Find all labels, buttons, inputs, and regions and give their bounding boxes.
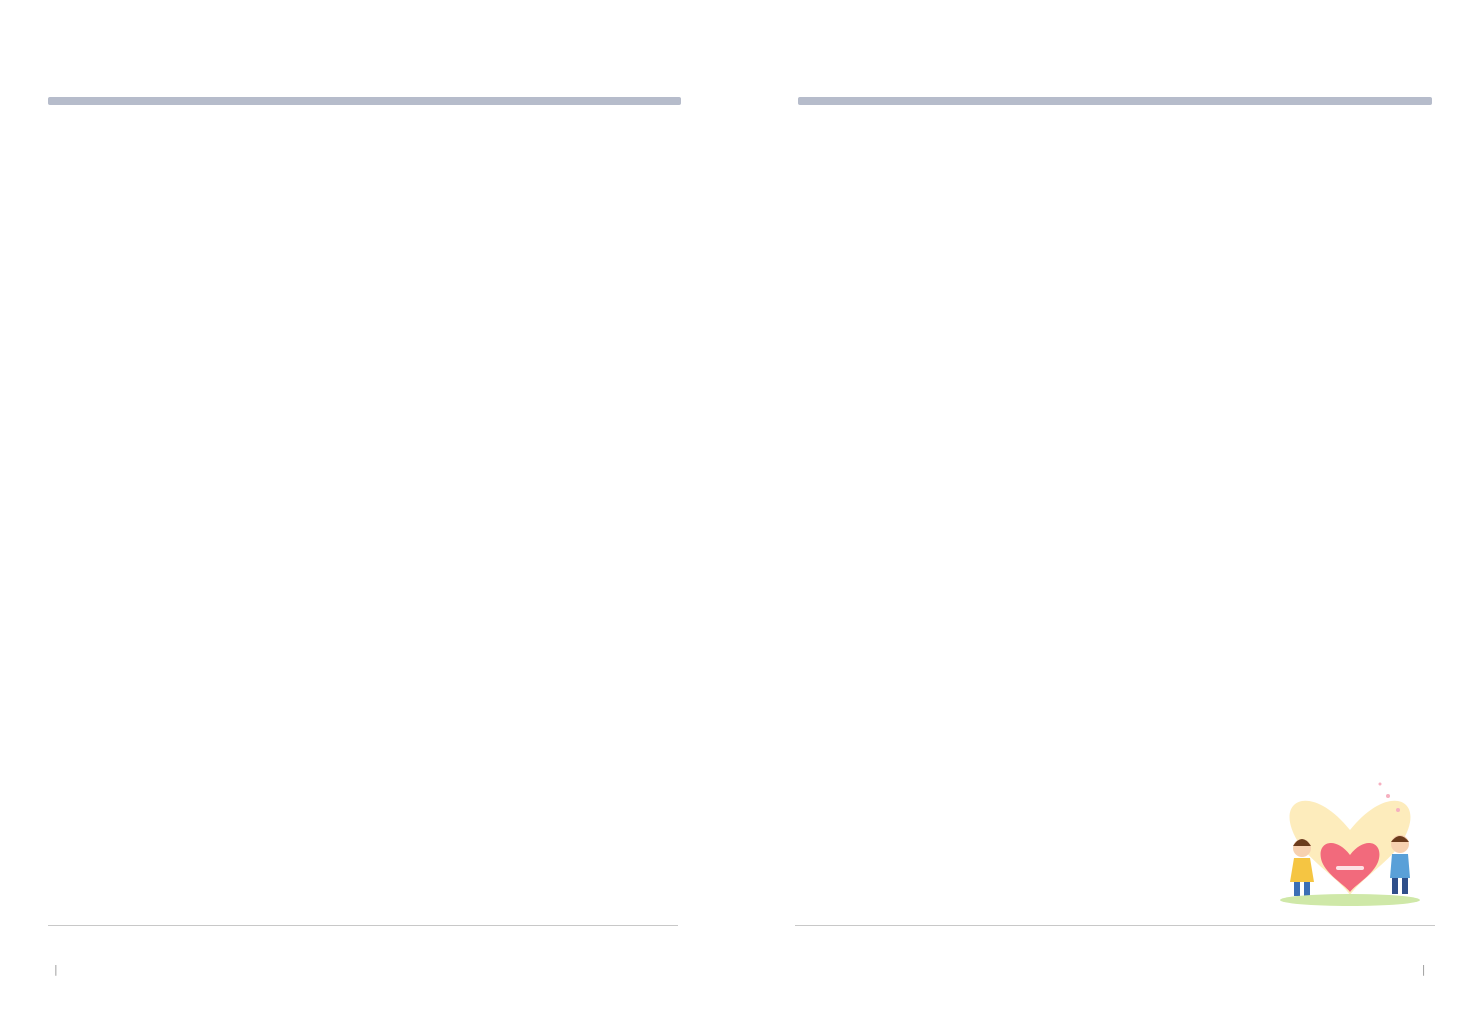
- title-bar: [798, 97, 1432, 105]
- footer-rule: [795, 925, 1435, 926]
- footer-separator: |: [54, 963, 59, 976]
- footer-rule: [48, 925, 678, 926]
- footer-left: [48, 963, 65, 976]
- title-bar: [48, 97, 681, 105]
- children-with-heart-illustration: [1270, 770, 1430, 910]
- footer-right: [1416, 963, 1432, 976]
- footer-separator: |: [1421, 963, 1426, 976]
